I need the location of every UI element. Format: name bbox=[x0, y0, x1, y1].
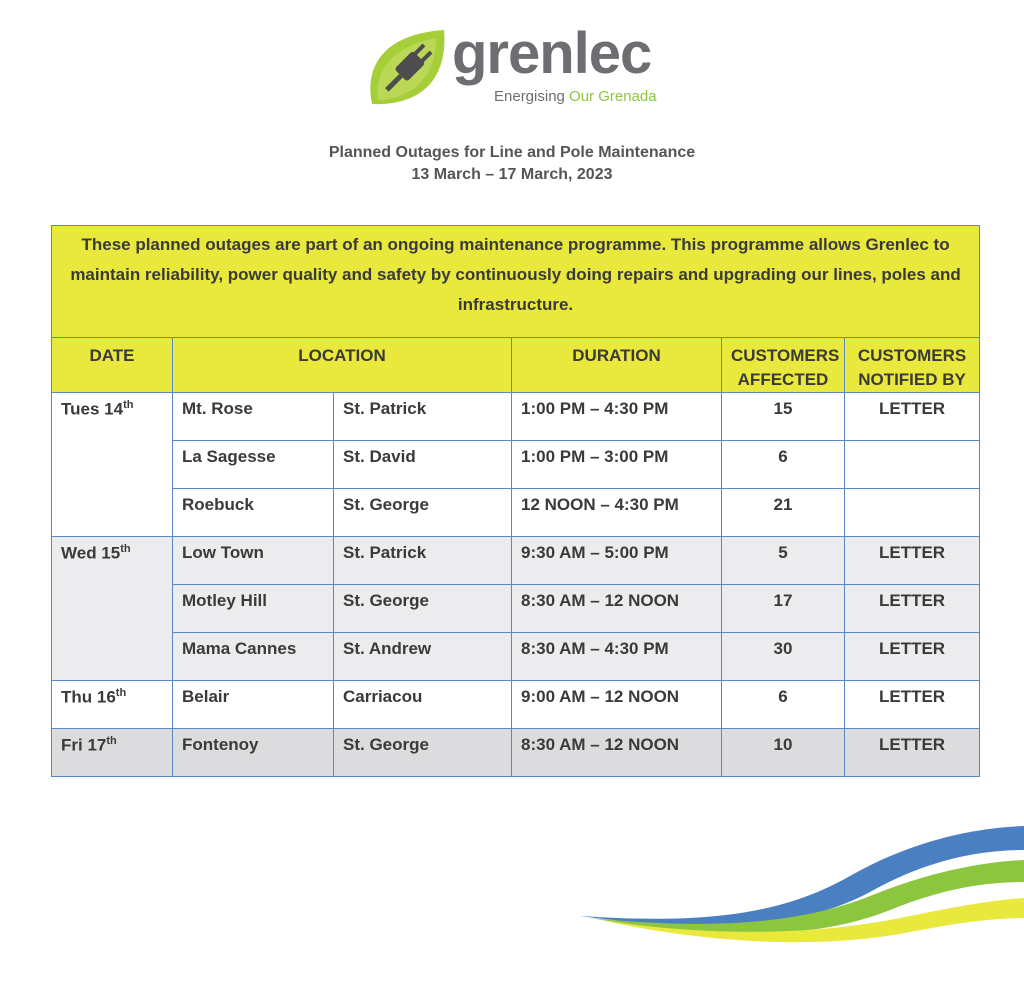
duration: 8:30 AM – 12 NOON bbox=[512, 729, 722, 777]
table-row bbox=[52, 681, 980, 729]
duration: 1:00 PM – 3:00 PM bbox=[512, 441, 722, 489]
affected: 10 bbox=[722, 729, 845, 777]
parish: St. George bbox=[334, 489, 512, 537]
day-tues: Tues 14th bbox=[52, 393, 173, 537]
col-location: LOCATION bbox=[173, 338, 512, 393]
notified: LETTER bbox=[845, 537, 980, 585]
affected: 6 bbox=[722, 681, 845, 729]
tagline-part1: Energising bbox=[494, 88, 570, 105]
grenlec-logo bbox=[364, 21, 684, 112]
place: La Sagesse bbox=[173, 441, 334, 489]
decorative-waves bbox=[580, 820, 1024, 960]
day-fri: Fri 17th bbox=[52, 729, 173, 777]
col-notified: CUSTOMERS NOTIFIED BY bbox=[845, 338, 980, 393]
parish: St. George bbox=[334, 729, 512, 777]
duration: 1:00 PM – 4:30 PM bbox=[512, 393, 722, 441]
parish: St. Andrew bbox=[334, 633, 512, 681]
notified: LETTER bbox=[845, 585, 980, 633]
table-row bbox=[52, 393, 980, 441]
table-row bbox=[52, 633, 980, 681]
duration: 12 NOON – 4:30 PM bbox=[512, 489, 722, 537]
notified: LETTER bbox=[845, 393, 980, 441]
notice-text: These planned outages are part of an ongoing maintenance programme. This programme allows Grenlec to maintain reliability, power quality and safety by continuously doing repairs and upgrading our lines, poles and infrastructure. bbox=[52, 226, 980, 338]
affected: 17 bbox=[722, 585, 845, 633]
affected: 5 bbox=[722, 537, 845, 585]
notified bbox=[845, 441, 980, 489]
leaf-plug-icon bbox=[364, 26, 450, 112]
date-range: 13 March – 17 March, 2023 bbox=[411, 166, 613, 183]
brand-name: grenlec bbox=[452, 21, 652, 86]
col-affected: CUSTOMERS AFFECTED bbox=[722, 338, 845, 393]
duration: 9:00 AM – 12 NOON bbox=[512, 681, 722, 729]
outages-table bbox=[51, 225, 980, 777]
place: Roebuck bbox=[173, 489, 334, 537]
table-row bbox=[52, 489, 980, 537]
duration: 8:30 AM – 4:30 PM bbox=[512, 633, 722, 681]
table-row bbox=[52, 441, 980, 489]
affected: 6 bbox=[722, 441, 845, 489]
notified bbox=[845, 489, 980, 537]
tagline-part2: Our Grenada bbox=[569, 88, 657, 105]
affected: 15 bbox=[722, 393, 845, 441]
parish: St. David bbox=[334, 441, 512, 489]
notified: LETTER bbox=[845, 633, 980, 681]
col-date: DATE bbox=[52, 338, 173, 393]
table-row bbox=[52, 537, 980, 585]
duration: 8:30 AM – 12 NOON bbox=[512, 585, 722, 633]
duration: 9:30 AM – 5:00 PM bbox=[512, 537, 722, 585]
notice-row bbox=[52, 226, 980, 338]
day-thu: Thu 16th bbox=[52, 681, 173, 729]
parish: Carriacou bbox=[334, 681, 512, 729]
place: Motley Hill bbox=[173, 585, 334, 633]
place: Belair bbox=[173, 681, 334, 729]
place: Mt. Rose bbox=[173, 393, 334, 441]
parish: St. George bbox=[334, 585, 512, 633]
col-duration: DURATION bbox=[512, 338, 722, 393]
place: Low Town bbox=[173, 537, 334, 585]
table-row bbox=[52, 729, 980, 777]
notified: LETTER bbox=[845, 729, 980, 777]
tagline bbox=[494, 88, 657, 105]
table-row bbox=[52, 585, 980, 633]
page-heading bbox=[0, 142, 1024, 186]
parish: St. Patrick bbox=[334, 393, 512, 441]
affected: 30 bbox=[722, 633, 845, 681]
notified: LETTER bbox=[845, 681, 980, 729]
day-wed: Wed 15th bbox=[52, 537, 173, 681]
parish: St. Patrick bbox=[334, 537, 512, 585]
place: Fontenoy bbox=[173, 729, 334, 777]
page-title: Planned Outages for Line and Pole Maintenance bbox=[328, 144, 696, 161]
affected: 21 bbox=[722, 489, 845, 537]
header-row bbox=[52, 338, 980, 393]
place: Mama Cannes bbox=[173, 633, 334, 681]
